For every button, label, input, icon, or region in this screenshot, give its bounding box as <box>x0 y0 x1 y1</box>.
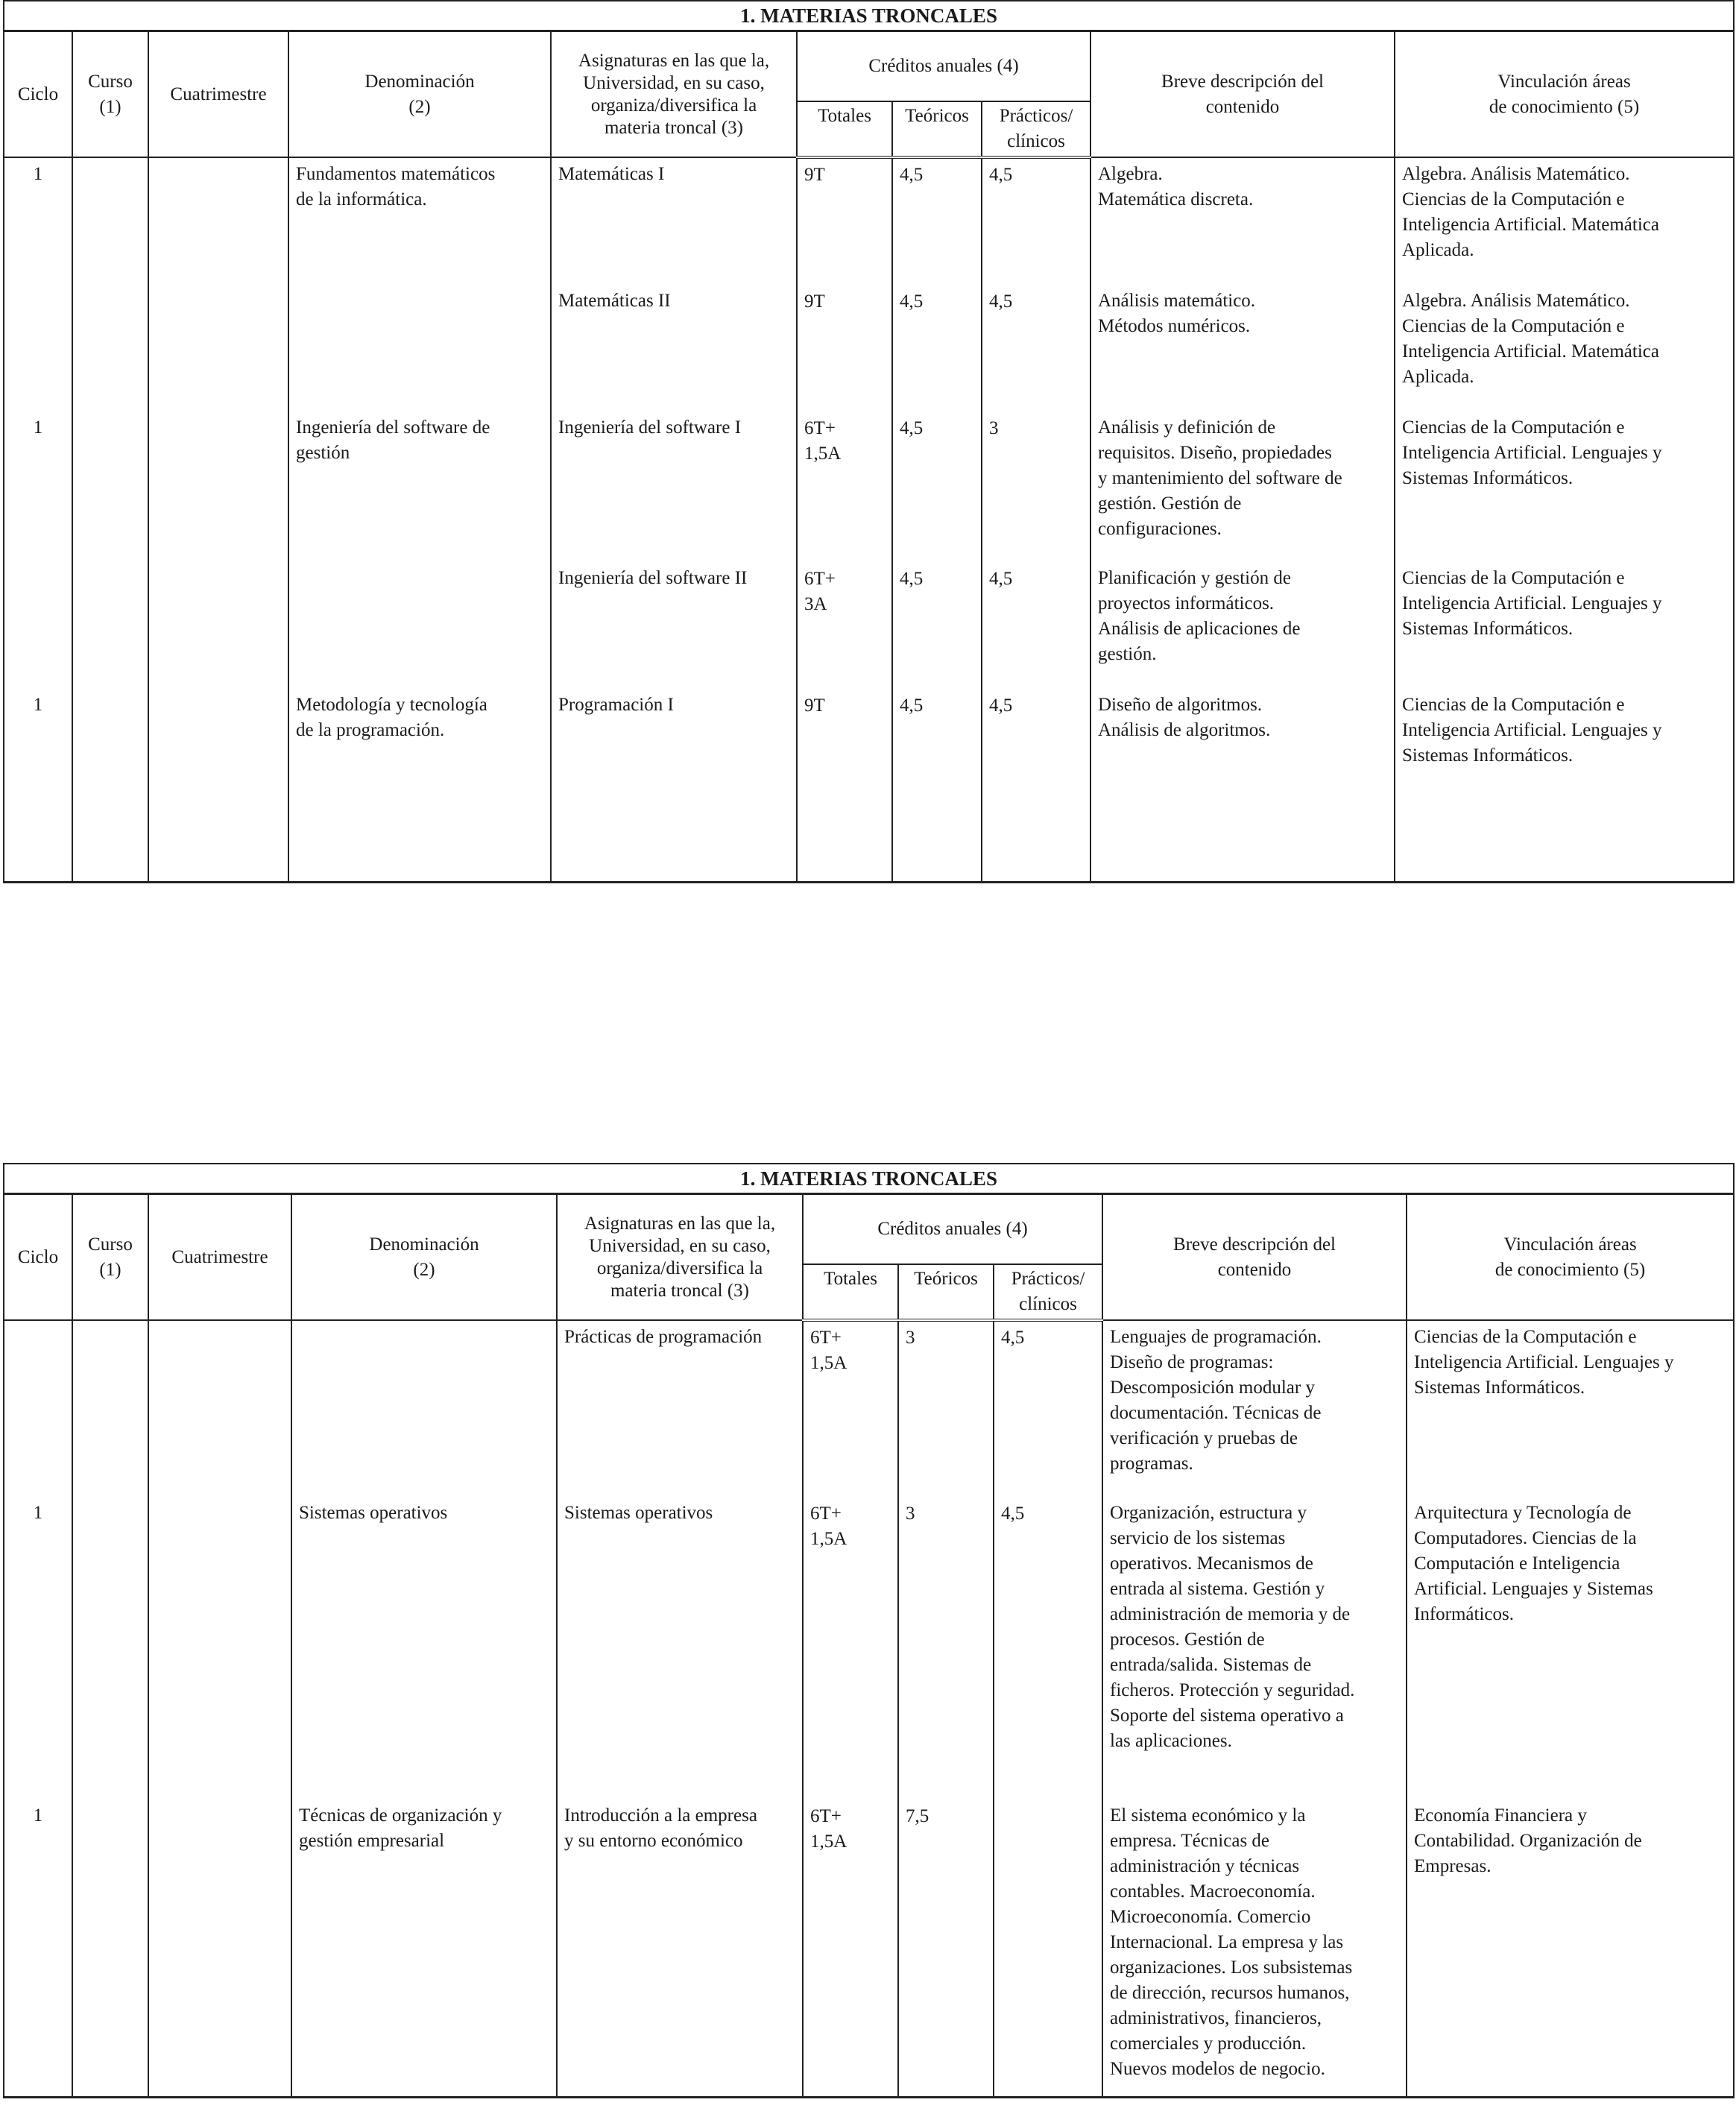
list-item: Ingeniería del software de gestión <box>296 417 490 463</box>
header-totales: Totales <box>797 101 892 157</box>
header-totales: Totales <box>803 1264 898 1320</box>
list-item: 4,5 <box>900 418 924 438</box>
cuatrimestre-column <box>148 157 288 883</box>
list-item: 4,5 <box>900 165 924 185</box>
totales-column <box>803 1320 898 2098</box>
descripcion-column <box>1090 157 1395 883</box>
header-denominacion: Denominación (2) <box>288 31 551 158</box>
teoricos-column <box>892 157 982 883</box>
table-row-ciclo <box>11 1325 65 1501</box>
list-item: Planificación y gestión de proyectos informáticos. Análisis de aplicaciones de gestión. <box>1098 568 1301 664</box>
list-item: 4,5 <box>900 695 924 716</box>
list-item: Programación I <box>558 695 674 715</box>
list-item <box>299 1325 549 1501</box>
vinculacion-column <box>1407 1320 1734 2098</box>
table-row-ciclo: 1 <box>33 164 43 184</box>
practicos-column <box>982 157 1090 883</box>
table-title: 1. MATERIAS TRONCALES <box>4 1 1734 31</box>
list-item: 4,5 <box>900 291 924 312</box>
list-item: Ingeniería del software II <box>558 568 748 588</box>
list-item: 4,5 <box>1001 1328 1025 1348</box>
list-item: Matemáticas I <box>558 164 665 184</box>
list-item: Sistemas operativos <box>564 1503 713 1523</box>
table-row-ciclo <box>11 566 65 693</box>
header-vinculacion: Vinculación áreas de conocimiento (5) <box>1395 31 1734 158</box>
materias-troncales-table-1 <box>3 0 1735 883</box>
list-item: Metodología y tecnología de la programación. <box>296 695 487 740</box>
list-item: 6T+ 1,5A <box>810 1328 848 1373</box>
header-teoricos: Teóricos <box>892 101 982 157</box>
list-item: Economía Financiera y Contabilidad. Organización de Empresas. <box>1414 1805 1642 1876</box>
list-item: 9T <box>804 165 825 185</box>
list-item: 6T+ 1,5A <box>804 418 842 464</box>
list-item: Ciencias de la Computación e Inteligencia Artificial. Lenguajes y Sistemas Informáticos. <box>1402 568 1662 639</box>
list-item: 4,5 <box>989 695 1013 716</box>
header-creditos: Créditos anuales (4) <box>797 31 1090 102</box>
list-item: Ciencias de la Computación e Inteligencia Artificial. Lenguajes y Sistemas Informáticos. <box>1402 695 1662 766</box>
curso-column <box>72 157 148 883</box>
denominacion-column <box>291 1320 557 2098</box>
header-curso: Curso (1) <box>72 31 148 158</box>
list-item: Sistemas operativos <box>299 1503 448 1523</box>
list-item: Organización, estructura y servicio de los sistemas operativos. Mecanismos de entrada al sistema. Gestión y administración de memoria y de procesos. Gestión de entrada/salida. Sistemas de ficheros. Protección y seguridad. Soporte del sistema operativo a las aplicaciones. <box>1110 1503 1355 1751</box>
totales-column <box>797 157 892 883</box>
teoricos-column <box>898 1320 994 2098</box>
list-item: 3 <box>989 418 999 438</box>
list-item: 3 <box>906 1504 915 1524</box>
header-vinculacion: Vinculación áreas de conocimiento (5) <box>1407 1194 1734 1321</box>
header-ciclo: Ciclo <box>4 31 72 158</box>
list-item: 4,5 <box>900 569 924 589</box>
list-item: Análisis y definición de requisitos. Diseño, propiedades y mantenimiento del software de gestión. Gestión de configuraciones. <box>1098 417 1342 539</box>
list-item: Introducción a la empresa y su entorno económico <box>564 1805 757 1851</box>
list-item: Matemáticas II <box>558 291 671 311</box>
table-title: 1. MATERIAS TRONCALES <box>4 1164 1734 1194</box>
list-item: 9T <box>804 291 825 312</box>
list-item: 4,5 <box>989 165 1013 185</box>
header-curso: Curso (1) <box>72 1194 148 1321</box>
list-item: 4,5 <box>1001 1504 1025 1524</box>
header-descripcion: Breve descripción del contenido <box>1102 1194 1407 1321</box>
table-row-ciclo: 1 <box>33 1503 43 1523</box>
list-item: 6T+ 1,5A <box>810 1806 848 1852</box>
ciclo-column <box>4 1320 72 2098</box>
list-item: 6T+ 1,5A <box>810 1504 848 1549</box>
list-item: 7,5 <box>906 1806 929 1826</box>
list-item: El sistema económico y la empresa. Técnicas de administración y técnicas contables. Macroeconomía. Microeconomía. Comercio Internacional. La empresa y las organizaciones. Los subsistemas de dirección, recursos humanos, administrativos, financieros, comerciales y producción. Nuevos modelos de negocio. <box>1110 1805 1353 2079</box>
header-denominacion: Denominación (2) <box>291 1194 557 1321</box>
cuatrimestre-column <box>148 1320 291 2098</box>
list-item: Algebra. Análisis Matemático. Ciencias de la Computación e Inteligencia Artificial. Matemática Aplicada. <box>1402 164 1659 260</box>
list-item: Algebra. Análisis Matemático. Ciencias de la Computación e Inteligencia Artificial. Matemática Aplicada. <box>1402 291 1659 387</box>
materias-troncales-table-2 <box>3 1163 1735 2098</box>
list-item: Ciencias de la Computación e Inteligencia Artificial. Lenguajes y Sistemas Informáticos. <box>1402 417 1662 488</box>
list-item: Algebra. Matemática discreta. <box>1098 164 1254 209</box>
list-item <box>296 288 543 415</box>
table-row-ciclo <box>11 288 65 415</box>
table-row-ciclo: 1 <box>33 417 43 438</box>
header-practicos: Prácticos/ clínicos <box>982 101 1090 157</box>
list-item: 6T+ 3A <box>804 569 836 614</box>
table-row-ciclo: 1 <box>33 1805 43 1826</box>
list-item: Arquitectura y Tecnología de Computadores. Ciencias de la Computación e Inteligencia Artificial. Lenguajes y Sistemas Informáticos. <box>1414 1503 1653 1624</box>
list-item: Prácticas de programación <box>564 1327 763 1347</box>
header-asignaturas: Asignaturas en las que la, Universidad, en su caso, organiza/diversifica la materia troncal (3) <box>551 31 797 158</box>
vinculacion-column <box>1395 157 1734 883</box>
list-item: Técnicas de organización y gestión empresarial <box>299 1805 502 1851</box>
list-item: Lenguajes de programación. Diseño de programas: Descomposición modular y documentación. Técnicas de verificación y pruebas de programas. <box>1110 1327 1322 1474</box>
ciclo-column <box>4 157 72 883</box>
list-item: 9T <box>804 695 825 716</box>
list-item: 4,5 <box>989 291 1013 312</box>
table-row-ciclo: 1 <box>33 695 43 715</box>
list-item: Fundamentos matemáticos de la informática. <box>296 164 496 209</box>
list-item: Análisis matemático. Métodos numéricos. <box>1098 291 1256 336</box>
header-ciclo: Ciclo <box>4 1194 72 1321</box>
asignatura-column <box>551 157 797 883</box>
header-practicos: Prácticos/ clínicos <box>994 1264 1102 1320</box>
list-item: 4,5 <box>989 569 1013 589</box>
list-item: 3 <box>906 1328 915 1348</box>
header-teoricos: Teóricos <box>898 1264 994 1320</box>
list-item: Ciencias de la Computación e Inteligencia Artificial. Lenguajes y Sistemas Informáticos. <box>1414 1327 1674 1398</box>
practicos-column <box>994 1320 1102 2098</box>
curso-column <box>72 1320 148 2098</box>
denominacion-column <box>288 157 551 883</box>
list-item <box>296 566 543 693</box>
list-item: Ingeniería del software I <box>558 417 742 438</box>
descripcion-column <box>1102 1320 1407 2098</box>
asignatura-column <box>557 1320 803 2098</box>
header-asignaturas: Asignaturas en las que la, Universidad, en su caso, organiza/diversifica la materia troncal (3) <box>557 1194 803 1321</box>
header-creditos: Créditos anuales (4) <box>803 1194 1102 1265</box>
header-cuatrimestre: Cuatrimestre <box>148 31 288 158</box>
list-item: Diseño de algoritmos. Análisis de algoritmos. <box>1098 695 1271 740</box>
header-cuatrimestre: Cuatrimestre <box>148 1194 291 1321</box>
header-descripcion: Breve descripción del contenido <box>1090 31 1395 158</box>
